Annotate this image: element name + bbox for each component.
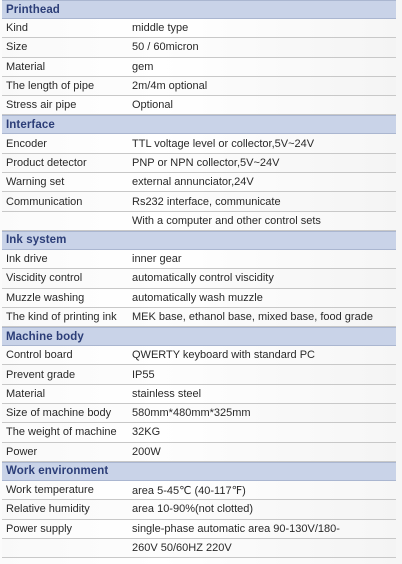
spec-row xyxy=(2,38,396,57)
section-header: Machine body xyxy=(2,327,396,346)
spec-row xyxy=(2,19,396,38)
spec-row xyxy=(2,481,396,500)
spec-row xyxy=(2,269,396,288)
section-header: Interface xyxy=(2,115,396,134)
spec-value: automatically control viscidity xyxy=(132,272,274,285)
spec-value: stainless steel xyxy=(132,387,202,400)
section-header: Printhead xyxy=(2,0,396,19)
spec-label: Material xyxy=(6,60,46,73)
spec-value: QWERTY keyboard with standard PC xyxy=(132,349,316,362)
spec-label: Ink drive xyxy=(6,253,48,266)
section-header: Work environment xyxy=(2,462,396,481)
spec-row xyxy=(2,154,396,173)
section-ink-system xyxy=(2,231,396,327)
spec-label: Communication xyxy=(6,195,83,208)
spec-row xyxy=(2,423,396,442)
spec-row xyxy=(2,77,396,96)
spec-label: Size xyxy=(6,41,28,54)
spec-row xyxy=(2,346,396,365)
spec-label: Prevent grade xyxy=(6,368,76,381)
spec-value: area 10-90%(not clotted) xyxy=(132,503,254,516)
spec-value: 2m/4m optional xyxy=(132,80,208,93)
spec-value: Rs232 interface, communicate xyxy=(132,195,281,208)
spec-label: Stress air pipe xyxy=(6,99,77,112)
spec-row xyxy=(2,365,396,384)
spec-value: MEK base, ethanol base, mixed base, food grade xyxy=(132,311,373,323)
spec-value: 260V 50/60HZ 220V xyxy=(132,541,232,554)
spec-value: 50 / 60micron xyxy=(132,41,199,54)
spec-row xyxy=(2,289,396,308)
spec-label: Product detector xyxy=(6,156,87,169)
spec-label: The weight of machine xyxy=(6,426,117,439)
spec-label: Power xyxy=(6,445,38,458)
spec-label: Kind xyxy=(6,22,29,35)
section-machine-body xyxy=(2,327,396,462)
spec-row xyxy=(2,134,396,153)
spec-label: Control board xyxy=(6,349,73,362)
spec-label: Muzzle washing xyxy=(6,291,85,304)
spec-row xyxy=(2,500,396,519)
spec-row xyxy=(2,308,396,327)
spec-value: inner gear xyxy=(132,253,182,266)
spec-row xyxy=(2,173,396,192)
spec-row xyxy=(2,250,396,269)
spec-label: Warning set xyxy=(6,176,65,189)
spec-value: external annunciator,24V xyxy=(132,176,254,189)
spec-row xyxy=(2,385,396,404)
spec-value: area 5-45℃ (40-117℉) xyxy=(132,484,246,497)
spec-label: The kind of printing ink xyxy=(6,311,117,323)
spec-label: Encoder xyxy=(6,137,47,150)
spec-row xyxy=(2,539,396,558)
spec-row xyxy=(2,443,396,462)
spec-label: Material xyxy=(6,387,46,400)
spec-label: Relative humidity xyxy=(6,503,90,516)
section-header: Ink system xyxy=(2,231,396,250)
spec-value: 32KG xyxy=(132,426,161,439)
spec-value: middle type xyxy=(132,22,189,35)
spec-label: Power supply xyxy=(6,522,73,535)
spec-value: single-phase automatic area 90-130V/180- xyxy=(132,522,340,535)
spec-label: The length of pipe xyxy=(6,80,95,93)
spec-value: Optional xyxy=(132,99,173,112)
spec-value: 580mm*480mm*325mm xyxy=(132,407,251,420)
spec-value: IP55 xyxy=(132,368,155,381)
spec-value: TTL voltage level or collector,5V~24V xyxy=(132,137,315,150)
spec-row xyxy=(2,192,396,211)
spec-value: 200W xyxy=(132,445,161,458)
spec-row xyxy=(2,58,396,77)
spec-label: Size of machine body xyxy=(6,407,112,420)
spec-row xyxy=(2,212,396,231)
spec-label: Viscidity control xyxy=(6,272,83,285)
spec-value: With a computer and other control sets xyxy=(132,214,321,227)
spec-label: Work temperature xyxy=(6,484,94,497)
section-interface xyxy=(2,115,396,230)
spec-value: gem xyxy=(132,60,154,73)
section-printhead xyxy=(2,0,396,115)
spec-value: PNP or NPN collector,5V~24V xyxy=(132,156,280,169)
spec-row xyxy=(2,404,396,423)
spec-value: automatically wash muzzle xyxy=(132,291,263,304)
spec-row xyxy=(2,520,396,539)
section-work-environment xyxy=(2,462,396,558)
spec-row xyxy=(2,96,396,115)
